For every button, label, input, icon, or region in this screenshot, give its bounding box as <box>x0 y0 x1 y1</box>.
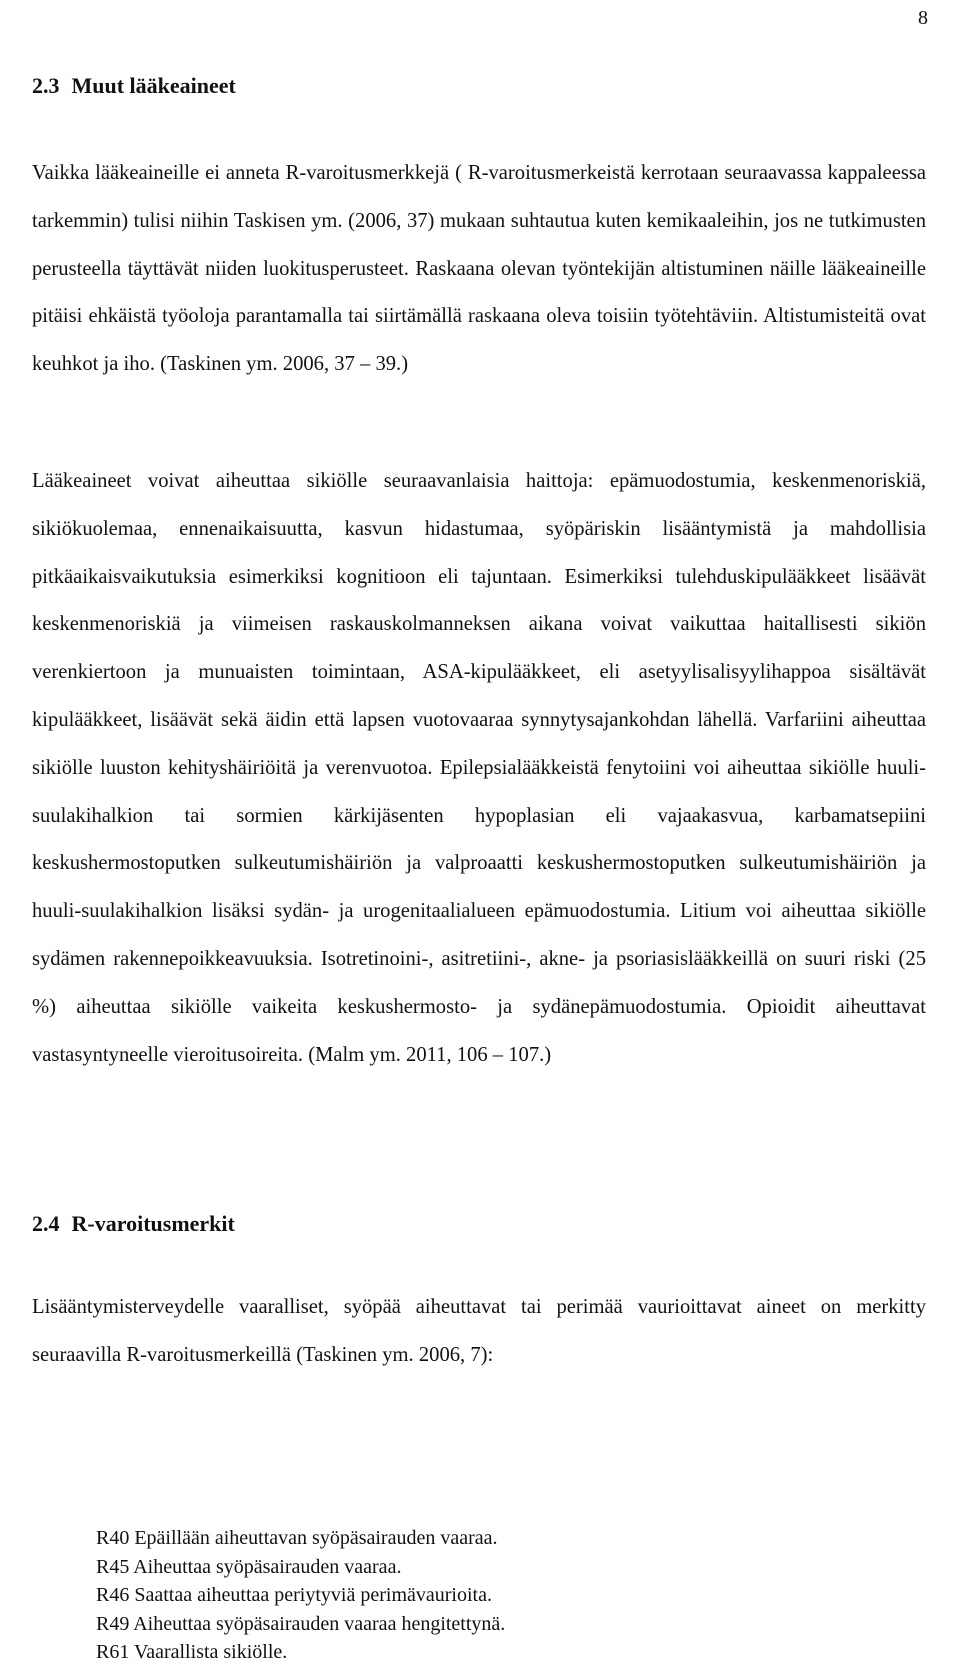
r-phrase-item: R40 Epäillään aiheuttavan syöpäsairauden vaaraa. <box>96 1527 498 1549</box>
paragraph-muut-1: Vaikka lääkeaineille ei anneta R-varoitusmerkkejä ( R-varoitusmerkeistä kerrotaan seuraavassa kappaleessa tarkemmin) tulisi niihin Taskisen ym. (2006, 37) mukaan suhtautua kuten kemikaaleihin, jos ne tutkimusten perusteella täyttävät niiden luokitusperusteet. Raskaana olevan työntekijän altistuminen näille lääkeaineille pitäisi ehkäistä työoloja parantamalla tai siirtämällä raskaana oleva toisiin työtehtäviin. Altistumisteitä ovat keuhkot ja iho. (Taskinen ym. 2006, 37 – 39.) <box>32 162 926 376</box>
page-number: 8 <box>918 7 928 29</box>
section-title: R-varoitusmerkit <box>71 1211 235 1236</box>
paragraph-r-intro: Lisääntymisterveydelle vaaralliset, syöpää aiheuttavat tai perimää vaurioittavat aineet on merkitty seuraavilla R-varoitusmerkeillä (Taskinen ym. 2006, 7): <box>32 1296 926 1366</box>
paragraph-muut-2: Lääkeaineet voivat aiheuttaa sikiölle seuraavanlaisia haittoja: epämuodostumia, keskenmenoriskiä, sikiökuolemaa, ennenaikaisuutta, kasvun hidastumaa, syöpäriskin lisääntymistä ja mahdollisia pitkäaikaisvaikutuksia esimerkiksi kognitioon eli tajuntaan. Esimerkiksi tulehduskipulääkkeet lisäävät keskenmenoriskiä ja viimeisen raskauskolmanneksen aikana voivat vaikuttaa haitallisesti sikiön verenkiertoon ja munuaisten toimintaan, ASA-kipulääkkeet, eli asetyylisalisyylihappoa sisältävät kipulääkkeet, lisäävät sekä äidin että lapsen vuotovaaraa synnytysajankohdan lähellä. Varfariini aiheuttaa sikiölle luuston kehityshäiriöitä ja verenvuotoa. Epilepsialääkkeistä fenytoiini voi aiheuttaa sikiölle huuli-suulakihalkion tai sormien kärkijäsenten hypoplasian eli vajaakasvua, karbamatsepiini keskushermostoputken sulkeutumishäiriön ja valproaatti keskushermostoputken sulkeutumishäiriön ja huuli-suulakihalkion lisäksi sydän- ja urogenitaalialueen epämuodostumia. Litium voi aiheuttaa sikiölle sydämen rakennepoikkeavuuksia. Isotretinoini-, asitretiini-, akne- ja psoriasislääkkeillä on suuri riski (25 %) aiheuttaa sikiölle vaikeita keskushermosto- ja sydänepämuodostumia. Opioidit aiheuttavat vastasyntyneelle vieroitusoireita. (Malm ym. 2011, 106 – 107.) <box>32 470 926 1066</box>
section-heading-2-4 <box>32 1210 235 1238</box>
r-phrase-item: R45 Aiheuttaa syöpäsairauden vaaraa. <box>96 1555 402 1578</box>
r-phrase-list <box>96 1524 505 1667</box>
section-number: 2.3 <box>32 73 60 98</box>
r-phrase-item: R61 Vaarallista sikiölle. <box>96 1641 288 1663</box>
r-phrase-item: R49 Aiheuttaa syöpäsairauden vaaraa hengitettynä. <box>96 1612 506 1635</box>
r-phrase-item: R46 Saattaa aiheuttaa periytyviä perimävaurioita. <box>96 1584 492 1606</box>
section-heading-2-3 <box>32 72 236 100</box>
section-number: 2.4 <box>32 1211 60 1236</box>
section-title: Muut lääkeaineet <box>71 73 236 98</box>
